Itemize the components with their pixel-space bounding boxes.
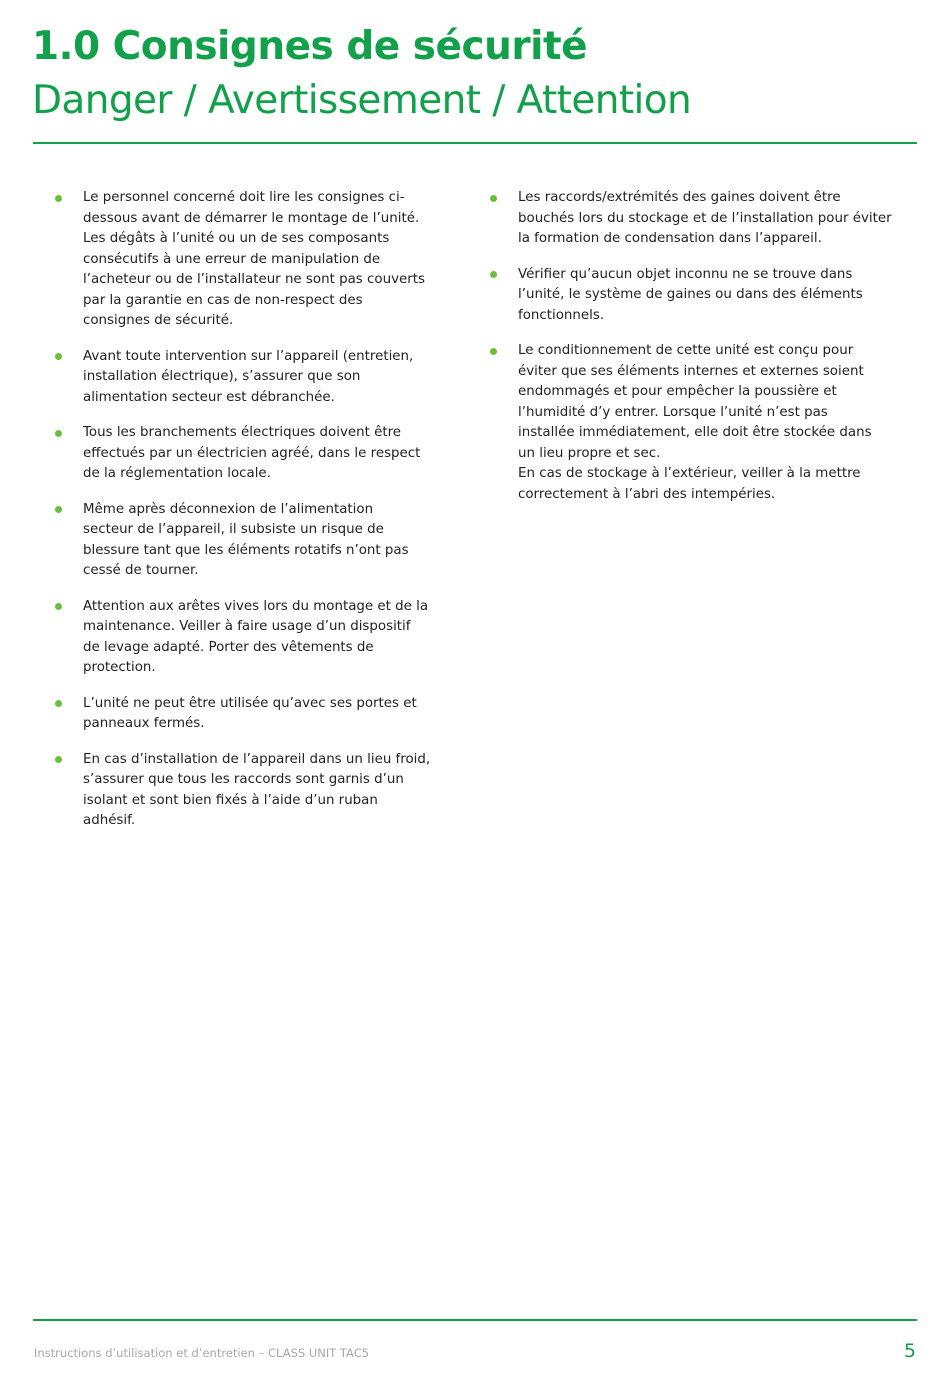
list-item-text: L’unité ne peut être utilisée qu’avec ses portes et panneaux fermés. bbox=[83, 695, 417, 731]
list-item bbox=[50, 750, 450, 832]
list-item bbox=[50, 694, 450, 735]
bullet-dot-icon bbox=[55, 700, 62, 707]
list-item-text: En cas d’installation de l’appareil dans un lieu froid, s’assurer que tous les raccords sont garnis d’un isolant et sont bien fixés à l’aide d’un ruban adhésif. bbox=[83, 751, 431, 828]
list-item bbox=[485, 265, 917, 327]
list-item-text: Le conditionnement de cette unité est conçu pour éviter que ses éléments internes et externes soient endommagés et pour empêcher la poussière et l’humidité d’y entrer. Lorsque l’unité n’est pas installée immédiatement, elle doit être stockée dans un lieu propre et sec. En cas de stockage à l’extérieur, veiller à la mettre correctement à l’abri des intempéries. bbox=[518, 343, 872, 502]
list-item-text: Tous les branchements électriques doivent être effectués par un électricien agréé, dans le respect de la réglementation locale. bbox=[83, 425, 421, 481]
bullet-dot-icon bbox=[55, 756, 62, 763]
list-item bbox=[485, 341, 917, 505]
page-subtitle: Danger / Avertissement / Attention bbox=[32, 78, 692, 123]
page-title: 1.0 Consignes de sécurité bbox=[32, 24, 588, 69]
header-divider bbox=[33, 142, 917, 144]
list-item bbox=[50, 597, 450, 679]
list-item-text: Attention aux arêtes vives lors du montage et de la maintenance. Veiller à faire usage d’un dispositif de levage adapté. Porter des vêtements de protection. bbox=[83, 598, 429, 675]
bullet-dot-icon bbox=[55, 603, 62, 610]
left-column-list bbox=[50, 188, 450, 847]
list-item bbox=[50, 347, 450, 409]
list-item-text: Les raccords/extrémités des gaines doivent être bouchés lors du stockage et de l’installation pour éviter la formation de condensation dans l’appareil. bbox=[518, 190, 892, 246]
bullet-dot-icon bbox=[55, 353, 62, 360]
bullet-dot-icon bbox=[490, 271, 497, 278]
list-item-text: Vérifier qu’aucun objet inconnu ne se trouve dans l’unité, le système de gaines ou dans des éléments fonctionnels. bbox=[518, 266, 863, 323]
list-item-text: Avant toute intervention sur l’appareil (entretien, installation électrique), s’assurer que son alimentation secteur est débranchée. bbox=[83, 348, 414, 405]
bullet-dot-icon bbox=[55, 430, 62, 437]
right-column-list bbox=[485, 188, 917, 520]
list-item bbox=[50, 500, 450, 582]
footer-document-title: Instructions d’utilisation et d’entretien – CLASS UNIT TAC5 bbox=[34, 1346, 370, 1360]
bullet-dot-icon bbox=[55, 195, 62, 202]
bullet-dot-icon bbox=[490, 195, 497, 202]
list-item-text: Le personnel concerné doit lire les consignes ci- dessous avant de démarrer le montage de l’unité. Les dégâts à l’unité ou un de ses composants consécutifs à une erreur de manipulation de l’acheteur ou de l’installateur ne sont pas couverts par la garantie en cas de non-respect des consignes de sécurité. bbox=[83, 190, 425, 328]
bullet-dot-icon bbox=[490, 348, 497, 355]
bullet-dot-icon bbox=[55, 506, 62, 513]
list-item bbox=[50, 188, 450, 332]
list-item bbox=[485, 188, 917, 250]
list-item-text: Même après déconnexion de l’alimentation secteur de l’appareil, il subsiste un risque de blessure tant que les éléments rotatifs n’ont pas cessé de tourner. bbox=[83, 501, 409, 578]
footer-divider bbox=[33, 1319, 917, 1321]
page-number: 5 bbox=[903, 1340, 916, 1362]
list-item bbox=[50, 423, 450, 485]
